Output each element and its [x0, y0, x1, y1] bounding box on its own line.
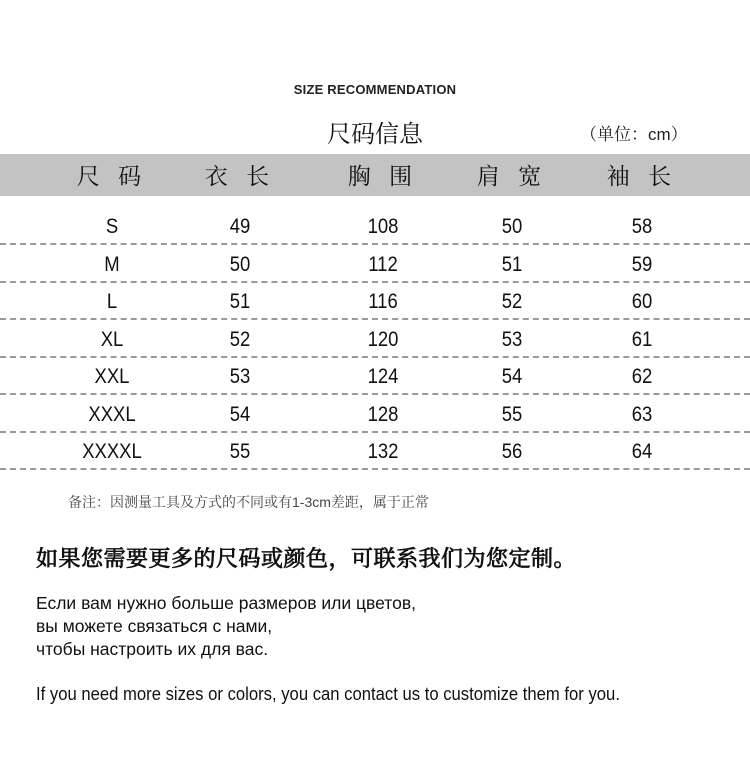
column-header-chest: 胸 围 — [347, 163, 419, 189]
cell-shoulder: 55 — [501, 403, 523, 426]
cell-chest: 116 — [368, 290, 398, 313]
cell-size: XXL — [94, 365, 130, 388]
cell-shoulder: 56 — [501, 440, 523, 463]
cell-length: 52 — [229, 328, 251, 351]
table-row — [0, 432, 750, 470]
cell-length: 55 — [229, 440, 251, 463]
table-header — [0, 154, 750, 196]
table-row — [0, 282, 750, 320]
cell-length: 53 — [229, 365, 251, 388]
cell-sleeve: 58 — [631, 215, 653, 238]
cell-size: M — [104, 253, 120, 276]
cell-shoulder: 50 — [501, 215, 523, 238]
unit-label: （单位：cm） — [580, 125, 688, 144]
cell-length: 49 — [229, 215, 251, 238]
cell-sleeve: 59 — [631, 253, 653, 276]
cell-length: 54 — [229, 403, 251, 426]
table-row — [0, 357, 750, 395]
title-english: SIZE RECOMMENDATION — [293, 82, 457, 97]
customization-note-english: If you need more sizes or colors, you can contact us to customize them for you. — [36, 683, 620, 704]
cell-chest: 108 — [367, 215, 399, 238]
cell-chest: 112 — [368, 253, 398, 276]
column-header-sleeve: 袖 长 — [606, 163, 678, 189]
cell-sleeve: 64 — [631, 440, 653, 463]
table-row — [0, 320, 750, 358]
cell-size: XXXL — [88, 403, 136, 426]
cell-sleeve: 61 — [631, 328, 653, 351]
russian-line: вы можете связаться с нами, — [36, 616, 273, 636]
cell-length: 50 — [229, 253, 251, 276]
cell-chest: 132 — [367, 440, 399, 463]
russian-line: чтобы настроить их для вас. — [36, 639, 269, 659]
customization-note-chinese: 如果您需要更多的尺码或颜色，可联系我们为您定制。 — [36, 546, 577, 571]
cell-size: L — [106, 290, 118, 313]
table-row — [0, 245, 750, 283]
cell-shoulder: 51 — [501, 253, 523, 276]
cell-chest: 120 — [367, 328, 399, 351]
cell-sleeve: 62 — [631, 365, 653, 388]
cell-sleeve: 60 — [631, 290, 653, 313]
column-header-size: 尺 码 — [76, 163, 148, 189]
measurement-note: 备注：因测量工具及方式的不同或有1-3cm差距，属于正常 — [68, 494, 429, 510]
customization-note-russian — [36, 592, 416, 661]
russian-line: Если вам нужно больше размеров или цветов, — [36, 593, 417, 613]
cell-shoulder: 54 — [501, 365, 523, 388]
cell-size: XXXXL — [82, 440, 142, 463]
cell-length: 51 — [229, 290, 251, 313]
column-header-length: 衣 长 — [204, 163, 276, 189]
column-header-shoulder: 肩 宽 — [476, 163, 548, 189]
cell-shoulder: 52 — [501, 290, 523, 313]
title-chinese: 尺码信息 — [327, 121, 423, 148]
cell-chest: 124 — [367, 365, 399, 388]
table-row — [0, 207, 750, 245]
table-row — [0, 395, 750, 433]
cell-shoulder: 53 — [501, 328, 523, 351]
cell-size: S — [105, 215, 119, 238]
cell-chest: 128 — [367, 403, 399, 426]
cell-sleeve: 63 — [631, 403, 653, 426]
cell-size: XL — [100, 328, 124, 351]
